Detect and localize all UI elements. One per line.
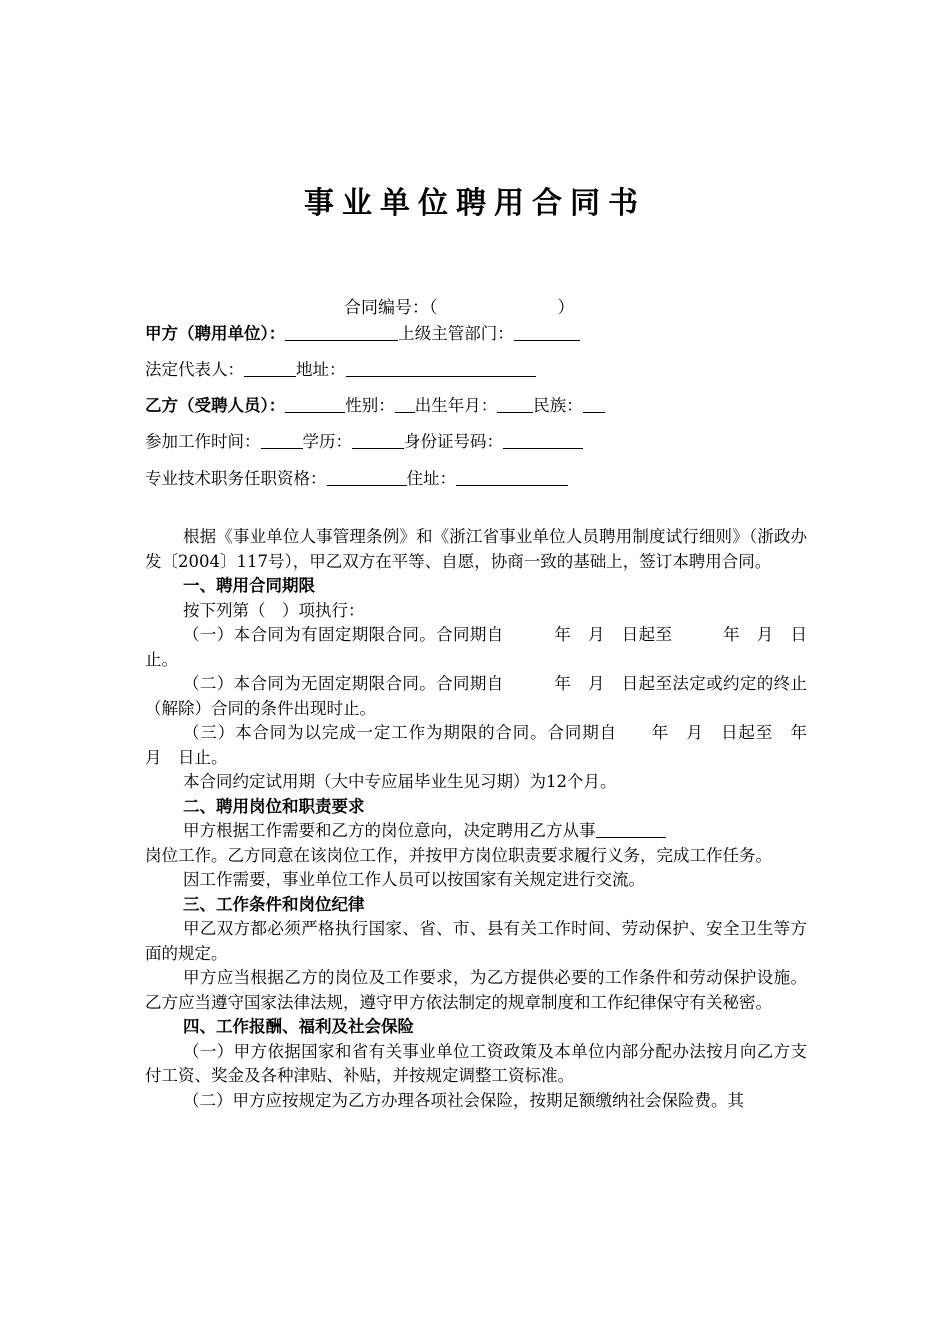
document-title: 事业单位聘用合同书 xyxy=(304,186,646,221)
section-1-title: 一、聘用合同期限 xyxy=(183,576,315,595)
contract-number-close: ） xyxy=(557,298,575,318)
section-3-p1: 甲乙双方都必须严格执行国家、省、市、县有关工作时间、劳动保护、安全卫生等方面的规定。 xyxy=(145,919,807,963)
work-start-label: 参加工作时间： xyxy=(145,432,261,451)
id-number-label: 身份证号码： xyxy=(404,432,503,451)
gender-blank xyxy=(395,396,415,414)
party-a-line xyxy=(145,320,580,344)
superior-dept-blank xyxy=(514,324,580,342)
section-2-p1b: 岗位工作。乙方同意在该岗位工作，并按甲方岗位职责要求履行义务，完成工作任务。 xyxy=(145,845,772,865)
work-start-blank xyxy=(261,432,303,450)
work-line xyxy=(145,428,583,452)
id-number-blank xyxy=(503,432,583,450)
section-4-p1: （一）甲方依据国家和省有关事业单位工资政策及本单位内部分配办法按月向乙方支付工资、奖金及各种津贴、补贴，并按规定调整工资标准。 xyxy=(145,1041,807,1085)
residence-blank xyxy=(456,469,568,487)
party-a-label: 甲方（聘用单位）： xyxy=(145,324,286,343)
gender-label: 性别： xyxy=(345,396,395,415)
section-4-p2: （二）甲方应按规定为乙方办理各项社会保险，按期足额缴纳社会保险费。其 xyxy=(183,1090,744,1110)
address-blank xyxy=(346,360,536,378)
residence-label: 住址： xyxy=(406,469,456,488)
party-b-label: 乙方（受聘人员）： xyxy=(145,396,286,415)
birth-blank xyxy=(497,396,533,414)
party-b-line xyxy=(145,392,605,416)
qualification-blank xyxy=(327,469,407,487)
education-label: 学历： xyxy=(302,432,352,451)
party-b-blank xyxy=(285,396,345,414)
section-2-p1a-text: 甲方根据工作需要和乙方的岗位意向，决定聘用乙方从事 xyxy=(183,821,596,840)
contract-body xyxy=(145,525,824,1113)
address-label: 地址： xyxy=(296,360,346,379)
section-2-p1a xyxy=(145,819,807,844)
section-3-title: 三、工作条件和岗位纪律 xyxy=(183,894,365,914)
section-2-p2: 因工作需要，事业单位工作人员可以按国家有关规定进行交流。 xyxy=(183,870,645,889)
legal-rep-blank xyxy=(244,360,296,378)
education-blank xyxy=(352,432,404,450)
qualification-label: 专业技术职务任职资格： xyxy=(145,469,327,488)
section-1-p2: （一）本合同为有固定期限合同。合同期自 年 月 日起至 年 月 日止。 xyxy=(145,625,807,669)
section-1-p5: 本合同约定试用期（大中专应届毕业生见习期）为12个月。 xyxy=(183,772,617,791)
party-a-blank xyxy=(285,324,398,342)
section-2-title: 二、聘用岗位和职责要求 xyxy=(183,796,365,816)
contract-number-label: 合同编号：（ xyxy=(344,298,438,318)
birth-label: 出生年月： xyxy=(414,396,498,415)
section-3-p2: 甲方应当根据乙方的岗位及工作要求，为乙方提供必要的工作条件和劳动保护设施。乙方应当遵守国家法律法规，遵守甲方依法制定的规章制度和工作纪律保守有关秘密。 xyxy=(145,968,807,1012)
contract-number xyxy=(344,293,575,318)
section-4-title: 四、工作报酬、福利及社会保险 xyxy=(183,1017,414,1036)
post-blank xyxy=(596,821,666,839)
qualification-line xyxy=(145,465,568,489)
section-1-p3: （二）本合同为无固定期限合同。合同期自 年 月 日起至法定或约定的终止（解除）合同的条件出现时止。 xyxy=(145,674,807,718)
intro-paragraph: 根据《事业单位人事管理条例》和《浙江省事业单位人员聘用制度试行细则》（浙政办发〔2004〕117号），甲乙双方在平等、自愿，协商一致的基础上，签订本聘用合同。 xyxy=(145,527,807,571)
section-1-p1: 按下列第（ ）项执行： xyxy=(183,600,365,620)
legal-rep-line xyxy=(145,356,536,380)
section-1-p4: （三）本合同为以完成一定工作为期限的合同。合同期自 年 月 日起至 年 月 日止。 xyxy=(145,723,824,767)
ethnic-blank xyxy=(583,396,605,414)
ethnic-label: 民族： xyxy=(533,396,583,415)
superior-dept-label: 上级主管部门： xyxy=(398,324,514,343)
legal-rep-label: 法定代表人： xyxy=(145,360,244,379)
